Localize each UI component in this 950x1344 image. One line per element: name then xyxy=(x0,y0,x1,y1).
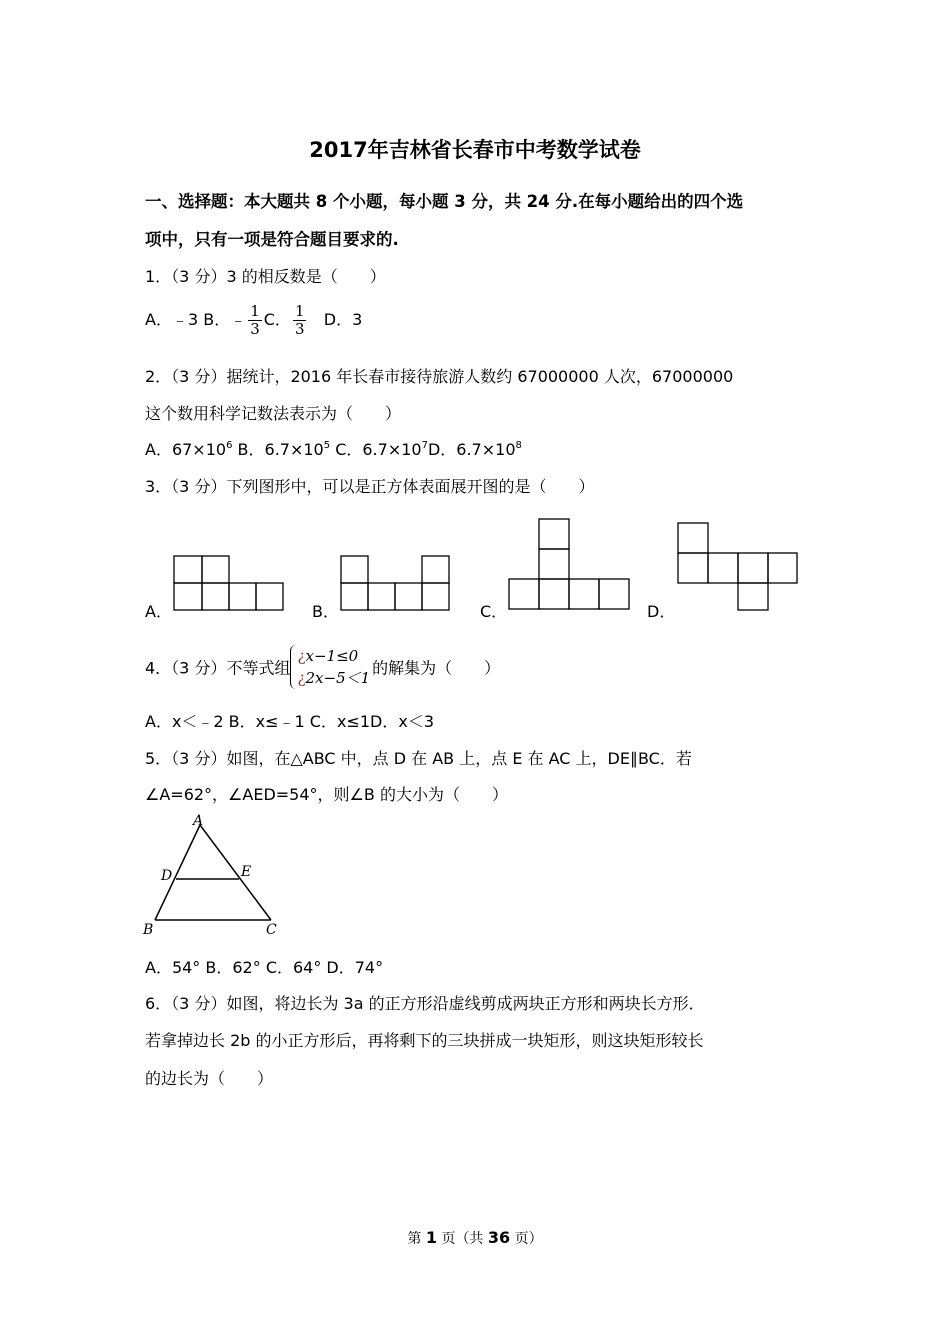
q5-label-e: E xyxy=(241,864,252,880)
q1-option-ab: A．﹣3 B．﹣ xyxy=(145,310,247,329)
section-heading-line2: 项中，只有一项是符合题目要求的. xyxy=(145,230,399,249)
q5-label-b: B xyxy=(143,922,154,938)
q3-label-b: B． xyxy=(312,602,339,621)
q6-stem-line3: 的边长为（ ） xyxy=(145,1069,274,1088)
q1-option-d: D．3 xyxy=(323,310,363,329)
q4-options: A．x＜﹣2 B．x≤﹣1 C．x≤1D．x＜3 xyxy=(145,712,434,731)
q3-cube-net-figures xyxy=(0,500,950,630)
q3-net-d xyxy=(678,523,797,610)
q3-net-b xyxy=(341,556,449,610)
page-title: 2017年吉林省长春市中考数学试卷 xyxy=(309,138,641,162)
q2-stem-line1: 2．（3 分）据统计，2016 年长春市接待旅游人数约 67000000 人次，67000000 xyxy=(145,367,734,386)
q3-stem: 3．（3 分）下列图形中，可以是正方体表面展开图的是（ ） xyxy=(145,477,595,496)
q5-label-d: D xyxy=(161,868,173,884)
q3-net-c xyxy=(509,519,629,609)
section-heading-line1: 一、选择题：本大题共 8 个小题，每小题 3 分，共 24 分.在每小题给出的四个选 xyxy=(145,192,744,211)
q3-label-d: D． xyxy=(647,602,676,621)
q4-stem: 4．（3 分）不等式组¿x−1≤0 ¿2x−5＜1的解集为（ ） xyxy=(145,647,501,687)
q1-option-c: C． xyxy=(263,310,291,329)
q6-stem-line1: 6．（3 分）如图，将边长为 3a 的正方形沿虚线剪成两块正方形和两块长方形． xyxy=(145,994,705,1013)
q2-options: A．$67\times 10^6$ B．$6.7\times 10^5$ C．$6.7\times 10^7D$．$6.7\times 10^8$ xyxy=(145,440,522,459)
page-footer: 第 1 页（共 36 页） xyxy=(407,1228,543,1247)
q4-inequality-system: ¿x−1≤0 ¿2x−5＜1 xyxy=(290,645,372,689)
page-number: 1 xyxy=(425,1228,437,1247)
q5-stem-line1: 5．（3 分）如图，在△ABC 中，点 D 在 AB 上，点 E 在 AC 上，DE∥BC．若 xyxy=(145,749,692,768)
q5-options: A．54° B．62° C．64° D．74° xyxy=(145,958,384,977)
q3-net-a xyxy=(174,556,283,610)
q1-fraction-c: $\frac{1}{3}$ xyxy=(294,302,305,338)
page-total: 36 xyxy=(487,1228,511,1247)
q1-stem: 1．（3 分）3 的相反数是（ ） xyxy=(145,267,386,286)
q5-label-a: A xyxy=(193,813,204,829)
q1-fraction-b: $\frac{1}{3}$ xyxy=(250,302,260,338)
q2-stem-line2: 这个数用科学记数法表示为（ ） xyxy=(145,404,402,423)
q3-label-a: A． xyxy=(145,602,172,621)
q3-label-c: C． xyxy=(480,602,508,621)
q5-label-c: C xyxy=(266,922,277,938)
q5-triangle-figure xyxy=(140,810,290,940)
q6-stem-line2: 若拿掉边长 2b 的小正方形后，再将剩下的三块拼成一块矩形，则这块矩形较长 xyxy=(145,1031,704,1050)
q1-options xyxy=(145,300,362,340)
q5-stem-line2: ∠A=62°，∠AED=54°，则∠B 的大小为（ ） xyxy=(145,785,508,804)
